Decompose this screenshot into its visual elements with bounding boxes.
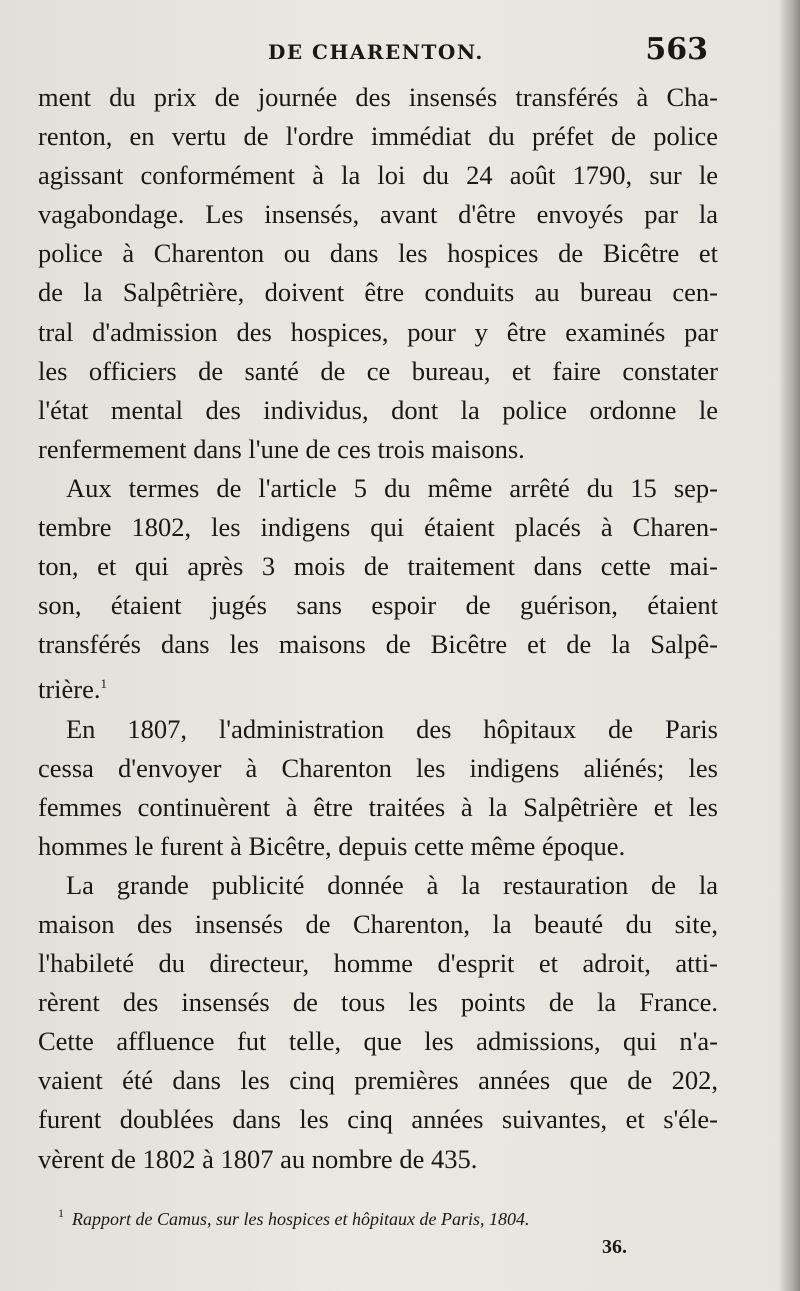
text-line: maison des insensés de Charenton, la beauté du site,	[38, 908, 718, 939]
text-line: tembre 1802, les indigens qui étaient placés à Charen-	[38, 512, 718, 543]
paragraph-3	[38, 710, 718, 866]
text-line: cessa d'envoyer à Charenton les indigens aliénés; les	[38, 752, 718, 783]
text-line: renton, en vertu de l'ordre immédiat du préfet de police	[38, 121, 718, 152]
text-line: renfermement dans l'une de ces trois maisons.	[38, 433, 525, 464]
page-header	[38, 32, 718, 72]
text-line: les officiers de santé de ce bureau, et faire constater	[38, 355, 718, 386]
text-line: vèrent de 1802 à 1807 au nombre de 435.	[38, 1143, 478, 1174]
footnote-text: Rapport de Camus, sur les hospices et hôpitaux de Paris, 1804.	[72, 1209, 530, 1229]
paragraph-1	[38, 78, 718, 469]
body-text	[38, 78, 718, 1179]
text-line: femmes continuèrent à être traitées à la Salpêtrière et les	[38, 791, 718, 822]
text-line: son, étaient jugés sans espoir de guérison, étaient	[38, 590, 718, 621]
text-line: En 1807, l'administration des hôpitaux de Paris	[66, 713, 718, 744]
text-line: ment du prix de journée des insensés transférés à Cha-	[38, 82, 718, 112]
text-line: police à Charenton ou dans les hospices de Bicêtre et	[38, 238, 718, 269]
text-line: trière.	[38, 674, 101, 705]
text-line: vagabondage. Les insensés, avant d'être envoyés par la	[38, 199, 718, 230]
text-line: de la Salpêtrière, doivent être conduits au bureau cen-	[38, 277, 718, 308]
text-line: tral d'admission des hospices, pour y être examinés par	[38, 316, 718, 347]
footnote-reference: 1	[100, 676, 108, 692]
text-line: rèrent des insensés de tous les points de la France.	[38, 987, 718, 1018]
footnote	[58, 1206, 718, 1230]
text-line: hommes le furent à Bicêtre, depuis cette même époque.	[38, 830, 626, 861]
text-line: Cette affluence fut telle, que les admissions, qui n'a-	[38, 1026, 718, 1057]
text-line: l'état mental des individus, dont la police ordonne le	[38, 394, 718, 425]
text-line: transférés dans les maisons de Bicêtre et de la Salpê-	[38, 629, 718, 660]
text-line: Aux termes de l'article 5 du même arrêté du 15 sep-	[66, 472, 718, 503]
running-head: DE CHARENTON.	[268, 40, 484, 64]
text-line-with-note	[38, 664, 718, 709]
text-line: La grande publicité donnée à la restauration de la	[66, 869, 718, 900]
text-line: furent doublées dans les cinq années suivantes, et s'éle-	[38, 1104, 718, 1135]
page-number: 563	[645, 32, 708, 67]
signature-mark: 36.	[602, 1236, 627, 1258]
text-line: l'habileté du directeur, homme d'esprit et adroit, atti-	[38, 948, 718, 979]
page-spine-shadow	[778, 0, 800, 1291]
text-line: ton, et qui après 3 mois de traitement dans cette mai-	[38, 551, 718, 582]
paragraph-4	[38, 866, 718, 1179]
paragraph-2	[38, 469, 718, 710]
footnote-mark: 1	[58, 1206, 64, 1220]
text-line: vaient été dans les cinq premières années que de 202,	[38, 1065, 718, 1096]
text-line: agissant conformément à la loi du 24 août 1790, sur le	[38, 160, 718, 191]
